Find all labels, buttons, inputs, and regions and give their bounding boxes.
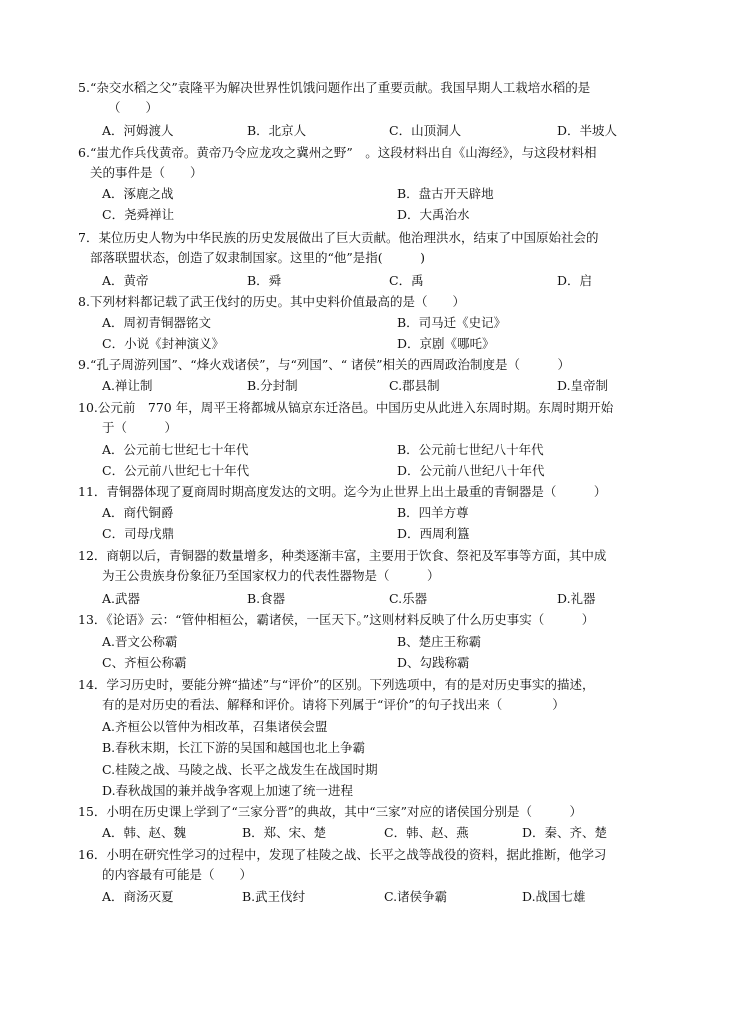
question-stem: 下列材料都记载了武王伐纣的历史。其中史料价值最高的是（ ） xyxy=(89,294,465,309)
question-stem-continued: 关的事件是（ ） xyxy=(90,165,203,180)
option-a[interactable]: A．涿鹿之战 xyxy=(102,186,174,201)
options-row xyxy=(102,184,662,204)
question-number: 7． xyxy=(78,230,99,245)
options-row xyxy=(102,589,662,609)
options-row xyxy=(102,313,662,333)
option-c[interactable]: C．司母戊鼎 xyxy=(102,526,175,541)
question-12 xyxy=(78,546,668,566)
options-row xyxy=(102,632,662,652)
question-stem: 小明在历史课上学到了“三家分晋”的典故，其中“三家”对应的诸侯国分别是（ ） xyxy=(106,804,582,819)
option-b[interactable]: B．四羊方尊 xyxy=(397,505,469,520)
option-c[interactable]: C．小说《封神演义》 xyxy=(102,336,225,351)
option-c[interactable]: C.乐器 xyxy=(389,591,428,606)
option-d[interactable]: D．京剧《哪吒》 xyxy=(397,336,495,351)
options-row xyxy=(102,334,662,354)
question-6 xyxy=(78,143,668,163)
options-row xyxy=(102,823,662,843)
question-number: 8. xyxy=(78,294,90,309)
option-d[interactable]: D．大禹治水 xyxy=(397,207,470,222)
option-c[interactable]: C．韩、赵、燕 xyxy=(384,825,469,840)
question-number: 13． xyxy=(78,612,107,627)
question-stem-continued: 部落联盟状态，创造了奴隶制国家。这里的“他”是指( ) xyxy=(90,250,426,265)
question-16 xyxy=(78,845,668,865)
question-stem: “杂交水稻之父”袁隆平为解决世界性饥饿问题作出了重要贡献。我国早期人工栽培水稻的是 xyxy=(89,80,591,95)
question-number: 11． xyxy=(78,484,107,499)
question-stem: “孔子周游列国”、“烽火戏诸侯”，与“列国”、“ 诸侯”相关的西周政治制度是（ ） xyxy=(89,357,571,372)
question-number: 12． xyxy=(78,548,107,563)
question-stem-continued: 有的是对历史的看法、解释和评价。请将下列属于“评价”的句子找出来（ ） xyxy=(102,697,565,712)
question-15 xyxy=(78,802,668,822)
option-a[interactable]: A．公元前七世纪七十年代 xyxy=(102,442,249,457)
question-stem: “蚩尤作兵伐黄帝。黄帝乃令应龙攻之冀州之野” 。这段材料出自《山海经》，与这段材料相 xyxy=(89,145,597,160)
question-stem: 某位历史人物为中华民族的历史发展做出了巨大贡献。他治理洪水，结束了中国原始社会的 xyxy=(98,230,599,245)
question-number: 16． xyxy=(78,847,107,862)
option-c[interactable]: C．尧舜禅让 xyxy=(102,207,175,222)
option-d[interactable]: D．秦、齐、楚 xyxy=(522,825,608,840)
option-d[interactable]: D.皇帝制 xyxy=(557,378,609,393)
option-a[interactable]: A．黄帝 xyxy=(102,273,149,288)
question-stem-continued: 于（ ） xyxy=(102,420,178,435)
question-number: 15． xyxy=(78,804,107,819)
option-b[interactable]: B．公元前七世纪八十年代 xyxy=(397,442,544,457)
option-b[interactable]: B．舜 xyxy=(247,273,282,288)
question-number: 10. xyxy=(78,400,98,415)
option-a[interactable]: A．商汤灭夏 xyxy=(102,889,174,904)
option-b[interactable]: B.食器 xyxy=(247,591,286,606)
option-d[interactable]: D．西周利簋 xyxy=(397,526,470,541)
question-5 xyxy=(78,78,668,98)
question-number: 6. xyxy=(78,145,90,160)
option-a[interactable]: A.禅让制 xyxy=(102,378,153,393)
options-row xyxy=(102,524,662,544)
option-a[interactable]: A．河姆渡人 xyxy=(102,123,174,138)
question-11 xyxy=(78,482,668,502)
option-b[interactable]: B.武王伐纣 xyxy=(242,889,306,904)
question-number: 5. xyxy=(78,80,90,95)
option-b[interactable]: B．司马迁《史记》 xyxy=(397,315,507,330)
option-c[interactable]: C.诸侯争霸 xyxy=(384,889,448,904)
option-c[interactable]: C．禹 xyxy=(389,273,424,288)
question-stem: 公元前 770 年，周平王将都城从镐京东迁洛邑。中国历史从此进入东周时期。东周时期开始 xyxy=(97,400,614,415)
option-d[interactable]: D．启 xyxy=(557,273,593,288)
option-c[interactable]: C．公元前八世纪七十年代 xyxy=(102,463,250,478)
question-14 xyxy=(78,675,668,695)
options-row xyxy=(102,461,662,481)
option-c[interactable]: C、齐桓公称霸 xyxy=(102,655,187,670)
question-stem: 学习历史时，要能分辨“描述”与“评价”的区别。下列选项中，有的是对历史事实的描述， xyxy=(106,677,595,692)
option-d[interactable]: D、勾践称霸 xyxy=(397,655,470,670)
question-stem: 青铜器体现了夏商周时期高度发达的文明。迄今为止世界上出土最重的青铜器是（ ） xyxy=(106,484,607,499)
option-d[interactable]: D．公元前八世纪八十年代 xyxy=(397,463,545,478)
question-13 xyxy=(78,610,668,630)
option-d[interactable]: D.春秋战国的兼并战争客观上加速了统一进程 xyxy=(102,783,354,798)
question-7 xyxy=(78,228,668,248)
options-row xyxy=(102,503,662,523)
option-a[interactable]: A．周初青铜器铭文 xyxy=(102,315,212,330)
question-number: 9. xyxy=(78,357,90,372)
option-d[interactable]: D.礼器 xyxy=(557,591,596,606)
option-a[interactable]: A.晋文公称霸 xyxy=(102,634,178,649)
options-row xyxy=(102,121,662,141)
option-c[interactable]: C.桂陵之战、马陵之战、长平之战发生在战国时期 xyxy=(102,762,378,777)
option-d[interactable]: D.战国七雄 xyxy=(522,889,586,904)
option-c[interactable]: C.郡县制 xyxy=(389,378,440,393)
question-8 xyxy=(78,292,668,312)
options-row xyxy=(102,440,662,460)
options-row xyxy=(102,653,662,673)
question-number: 14． xyxy=(78,677,107,692)
option-b[interactable]: B.春秋末期，长江下游的吴国和越国也北上争霸 xyxy=(102,740,366,755)
options-row xyxy=(102,376,662,396)
question-stem-continued: （ ） xyxy=(108,100,159,115)
option-c[interactable]: C．山顶洞人 xyxy=(389,123,462,138)
question-stem: 小明在研究性学习的过程中，发现了桂陵之战、长平之战等战役的资料，据此推断，他学习 xyxy=(106,847,607,862)
option-a[interactable]: A.武器 xyxy=(102,591,141,606)
option-b[interactable]: B．郑、宋、楚 xyxy=(242,825,327,840)
options-row xyxy=(102,271,662,291)
option-a[interactable]: A．商代铜爵 xyxy=(102,505,174,520)
question-9 xyxy=(78,355,668,375)
question-stem: 商朝以后，青铜器的数量增多，种类逐渐丰富，主要用于饮食、祭祀及军事等方面，其中成 xyxy=(106,548,607,563)
option-a[interactable]: A.齐桓公以管仲为相改革，召集诸侯会盟 xyxy=(102,719,328,734)
options-row xyxy=(102,205,662,225)
question-stem: 《论语》云：“管仲相桓公，霸诸侯，一匡天下。”这则材料反映了什么历史事实（ ） xyxy=(106,612,595,627)
options-row xyxy=(102,887,662,907)
option-b[interactable]: B．盘古开天辟地 xyxy=(397,186,494,201)
question-10 xyxy=(78,398,668,418)
option-a[interactable]: A．韩、赵、魏 xyxy=(102,825,187,840)
question-stem-continued: 的内容最有可能是（ ） xyxy=(102,867,253,882)
option-b[interactable]: B.分封制 xyxy=(247,378,298,393)
option-d[interactable]: D．半坡人 xyxy=(557,123,618,138)
option-b[interactable]: B．北京人 xyxy=(247,123,307,138)
option-b[interactable]: B、楚庄王称霸 xyxy=(397,634,482,649)
question-stem-continued: 为王公贵族身份象征乃至国家权力的代表性器物是（ ） xyxy=(102,568,440,583)
